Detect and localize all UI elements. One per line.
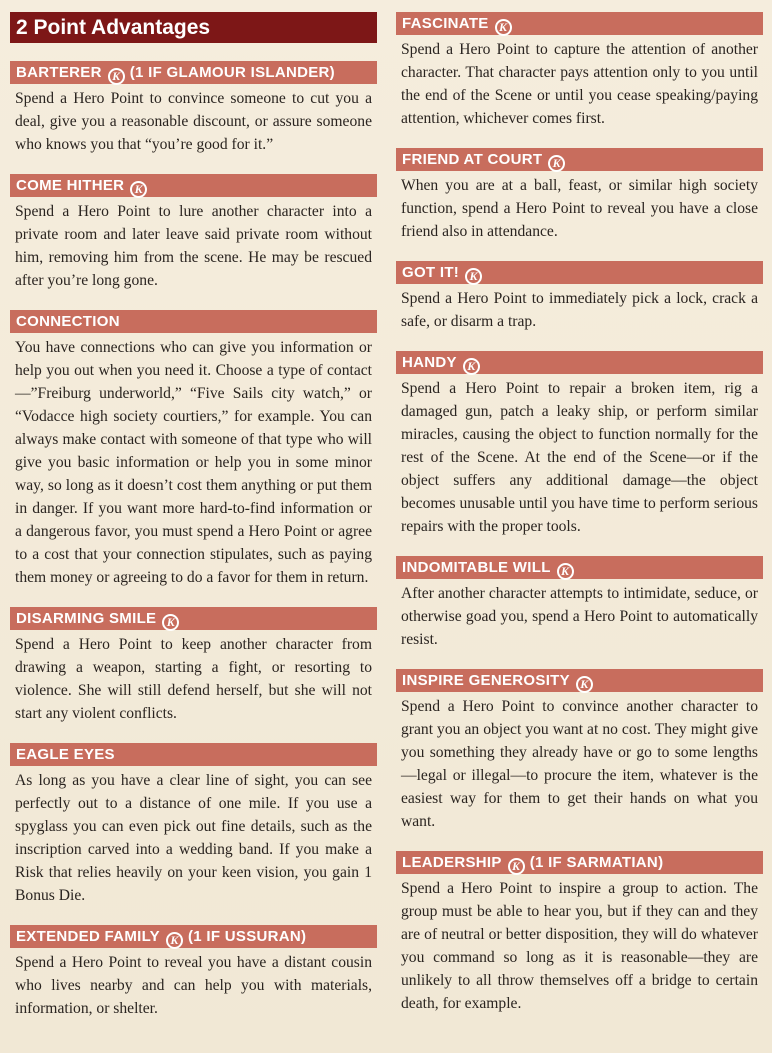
advantage-entry <box>396 669 763 833</box>
advantage-description: Spend a Hero Point to reveal you have a distant cousin who lives nearby and can help you with materials, information, or shelter. <box>15 954 372 1017</box>
advantage-name: INDOMITABLE WILL <box>402 559 551 576</box>
advantage-heading <box>396 12 763 35</box>
advantage-description: You have connections who can give you information or help you out when you need it. Choose a type of contact—”Freiburg underworld,” “Five Sails city watch,” or “Vodacce high society courtiers,” for example. You can always make contact with someone of that type who will give you basic information or help you in some minor way, so long as it doesn’t cost them anything or put them in danger. If you want more hard-to-find information or a dangerous favor, you must spend a Hero Point or agree to a cost that your connection stipulates, such as paying them money or agreeing to do a favor for them in return. <box>15 339 372 586</box>
advantage-description: Spend a Hero Point to capture the attention of another character. That character pays attention only to you until the end of the Scene or until you cease speaking/paying attention, whichever comes first. <box>401 41 758 127</box>
advantage-name: HANDY <box>402 354 457 371</box>
right-column <box>396 12 763 1033</box>
advantage-description: Spend a Hero Point to keep another character from drawing a weapon, starting a fight, or resorting to violence. She will still defend herself, but she will not start any violent conflicts. <box>15 636 372 722</box>
advantage-entry <box>396 351 763 538</box>
advantage-heading <box>10 174 377 197</box>
advantage-description: Spend a Hero Point to convince someone to cut you a deal, give you a reasonable discount, or assure someone who knows you that “you’re good for it.” <box>15 90 372 153</box>
advantage-name: LEADERSHIP <box>402 854 502 871</box>
advantage-name: DISARMING SMILE <box>16 610 157 627</box>
advantage-heading <box>396 556 763 579</box>
k-circle-icon: K <box>166 932 183 949</box>
advantage-description: Spend a Hero Point to immediately pick a lock, crack a safe, or disarm a trap. <box>401 290 758 330</box>
advantage-entry <box>10 925 377 1020</box>
k-circle-icon: K <box>557 563 574 580</box>
advantage-heading <box>396 148 763 171</box>
advantage-heading <box>396 669 763 692</box>
advantage-entry <box>396 148 763 243</box>
advantage-heading <box>396 851 763 874</box>
advantage-entry <box>10 743 377 907</box>
advantage-entry <box>396 851 763 1015</box>
advantage-heading <box>10 61 377 84</box>
advantage-description: When you are at a ball, feast, or similar high society function, spend a Hero Point to reveal you have a close friend also in attendance. <box>401 177 758 240</box>
advantage-cost-note: (1 IF GLAMOUR ISLANDER) <box>129 64 335 81</box>
k-circle-icon: K <box>130 181 147 198</box>
advantage-entry <box>10 310 377 589</box>
advantage-heading <box>10 607 377 630</box>
k-circle-icon: K <box>463 358 480 375</box>
advantage-description: Spend a Hero Point to lure another character into a private room and later leave said private room without him, removing him from the scene. He may be rescued after you’re long gone. <box>15 203 372 289</box>
advantage-name: FRIEND AT COURT <box>402 151 543 168</box>
advantage-heading <box>396 261 763 284</box>
advantage-heading <box>396 351 763 374</box>
advantage-name: EAGLE EYES <box>16 746 115 763</box>
k-circle-icon: K <box>508 858 525 875</box>
advantage-description: Spend a Hero Point to repair a broken item, rig a damaged gun, patch a leaky ship, or perform similar miracles, causing the object to function normally for the rest of the Scene. At the end of the Scene—or if the object suffers any additional damage—the object becomes unusable until you have time to perform serious repairs with the proper tools. <box>401 380 758 535</box>
advantage-description: As long as you have a clear line of sight, you can see perfectly out to a distance of one mile. If you use a spyglass you can even pick out fine details, such as the inscription carved into a wedding band. If you make a Risk that relies heavily on your keen vision, you gain 1 Bonus Die. <box>15 772 372 904</box>
k-circle-icon: K <box>576 676 593 693</box>
advantage-entry <box>10 607 377 725</box>
left-column <box>10 12 377 1038</box>
advantage-heading <box>10 925 377 948</box>
advantage-list-left <box>10 61 377 1020</box>
advantage-name: BARTERER <box>16 64 102 81</box>
k-circle-icon: K <box>162 614 179 631</box>
advantage-entry <box>10 61 377 156</box>
advantage-name: INSPIRE GENEROSITY <box>402 672 570 689</box>
advantage-heading <box>10 310 377 333</box>
advantage-name: GOT IT! <box>402 264 460 281</box>
advantage-name: COME HITHER <box>16 177 125 194</box>
advantage-name: FASCINATE <box>402 15 489 32</box>
advantage-cost-note: (1 IF USSURAN) <box>187 928 307 945</box>
advantage-entry <box>396 556 763 651</box>
advantage-name: EXTENDED FAMILY <box>16 928 160 945</box>
section-title: 2 Point Advantages <box>10 12 377 43</box>
k-circle-icon: K <box>108 68 125 85</box>
advantage-description: After another character attempts to intimidate, seduce, or otherwise goad you, spend a Hero Point to automatically resist. <box>401 585 758 648</box>
advantage-entry <box>10 174 377 292</box>
advantage-description: Spend a Hero Point to inspire a group to action. The group must be able to hear you, but if they can and they are of neutral or better disposition, they will do whatever you command so long as it is reasonable—they are unlikely to all throw themselves off a bridge to certain death, for example. <box>401 880 758 1012</box>
advantage-description: Spend a Hero Point to convince another character to grant you an object you want at no cost. They might give you something they already have or go to some lengths—legal or illegal—to procure the item, whatever is the easiest way for them to get their hands on what you want. <box>401 698 758 830</box>
k-circle-icon: K <box>495 19 512 36</box>
k-circle-icon: K <box>548 155 565 172</box>
advantage-name: CONNECTION <box>16 313 120 330</box>
advantage-entry <box>396 261 763 333</box>
k-circle-icon: K <box>465 268 482 285</box>
advantage-cost-note: (1 IF SARMATIAN) <box>529 854 664 871</box>
advantage-entry <box>396 12 763 130</box>
advantage-list-right <box>396 12 763 1015</box>
advantage-heading <box>10 743 377 766</box>
